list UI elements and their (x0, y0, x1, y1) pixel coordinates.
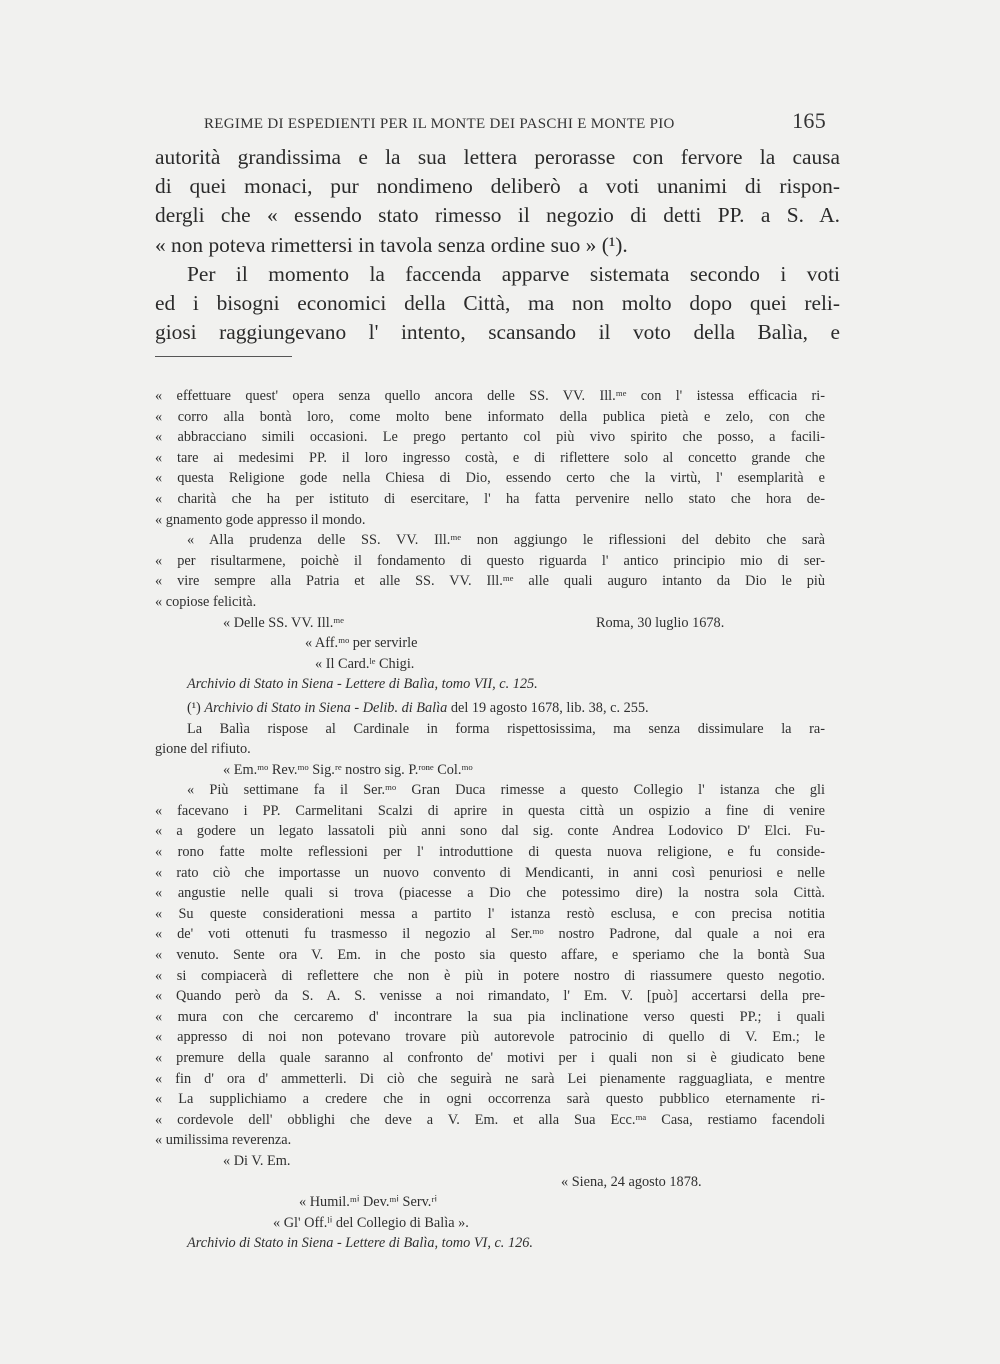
footnote-rule (155, 356, 292, 357)
body-line: dergli che « essendo stato rimesso il negozio di detti PP. a S. A. (155, 203, 840, 228)
letter-signoff (155, 1213, 825, 1234)
signoff-place-date: « Siena, 24 agosto 1878. (561, 1173, 702, 1190)
letter-signoff (155, 633, 825, 654)
letter-line: « gnamento gode appresso il mondo. (155, 511, 366, 528)
letter-line: « si compiacerà di reflettere che non è più in potere nostro di riassumere questo negotio. (155, 967, 825, 984)
signoff-closing: « Humil.ᵐⁱ Dev.ᵐⁱ Serv.ʳⁱ (299, 1194, 438, 1211)
body-line: « non poteva rimettersi in tavola senza ordine suo » (¹). (155, 232, 628, 257)
letter-signoff (155, 654, 825, 675)
letter-line: « a godere un legato lassatoli più anni sono dal sig. conte Andrea Lodovico D' Elci. Fu- (155, 823, 825, 840)
body-line: Per il momento la faccenda apparve sistemata secondo i voti (187, 261, 840, 286)
source-citation-text: Archivio di Stato in Siena - Lettere di Balìa, tomo VII, c. 125. (187, 676, 538, 693)
footnote-mark: (¹) (187, 699, 201, 716)
letter-line: « tare ai medesimi PP. il loro ingresso costà, e di riflettere solo al concetto grande che (155, 449, 825, 466)
body-line: di quei monaci, pur nondimeno deliberò a voti unanimi di rispon- (155, 174, 840, 199)
body-line: autorità grandissima e la sua lettera perorasse con fervore la causa (155, 145, 840, 169)
main-text (155, 143, 840, 347)
letter-line: « fin d' ora d' ammetterli. Di ciò che seguirà ne sarà Lei pienamente ragguagliata, e mentre (155, 1070, 825, 1087)
page-number: 165 (792, 108, 826, 133)
letter-line: « de' voti ottenuti fu trasmesso il negozio al Ser.ᵐᵒ nostro Padrone, dal quale a noi era (155, 926, 825, 943)
letter-signoff (155, 1151, 825, 1172)
reply-salutation-text: « Em.ᵐᵒ Rev.ᵐᵒ Sig.ʳᵉ nostro sig. P.ʳᵒⁿᵉ Col.ᵐᵒ (223, 761, 473, 778)
letter-line: « corro alla bontà loro, come molto bene informato della publica pietà e zelo, con che (155, 408, 825, 425)
signoff-closing: « Aff.ᵐᵒ per servirle (305, 635, 418, 652)
letter-signoff (155, 1172, 825, 1193)
letter-line: « Quando però da S. A. S. venisse a noi rimandato, l' Em. V. [può] accertarsi della pre- (155, 988, 825, 1005)
body-line: ed i bisogni economici della Città, ma non molto dopo quei reli- (155, 290, 840, 315)
signoff-signature: « Il Card.ˡᵉ Chigi. (315, 655, 415, 672)
signoff-greeting: « Delle SS. VV. Ill.ᵐᵉ (223, 614, 344, 631)
letter-line: « rono fatte molte reflessioni per l' introduttione di questa nuova religione, e fu conside- (155, 844, 825, 861)
reply-intro-line: La Balìa rispose al Cardinale in forma rispettosissima, ma senza dissimulare la ra- (187, 720, 825, 737)
letter-signoff (155, 613, 825, 634)
letter-line: « charità che ha per istituto di esercitare, l' ha fatta pervenire nello stato che hora de- (155, 490, 825, 507)
letter-line: « La supplichiamo a credere che in ogni occorrenza sarà questo pubblico eternamente ri- (155, 1091, 825, 1108)
signoff-place-date: Roma, 30 luglio 1678. (596, 614, 725, 631)
footnote-block (155, 386, 825, 1254)
signoff-greeting: « Di V. Em. (223, 1152, 291, 1169)
running-title: REGIME DI ESPEDIENTI PER IL MONTE DEI PASCHI E MONTE PIO (204, 116, 675, 132)
letter-line: « venuto. Sente ora V. Em. in che posto sia questo affare, e speriamo che la bontà Sua (155, 947, 825, 964)
letter-line: « copiose felicità. (155, 593, 257, 610)
source-citation (155, 674, 825, 695)
body-line: giosi raggiungevano l' intento, scansando il voto della Balìa, e (155, 320, 840, 345)
letter-line: « mura con che cercaremo d' incontrare la sua pia inclinatione verso questi PP.; i quali (155, 1008, 825, 1025)
letter-line: « cordevole dell' obblighi che deve a V. Em. et alla Sua Ecc.ᵐᵃ Casa, restiamo facendoli (155, 1111, 825, 1128)
letter-line: « appresso di noi non potevano trovare più autorevole patrocinio di quello di V. Em.; le (155, 1029, 825, 1046)
letter-line: « Alla prudenza delle SS. VV. Ill.ᵐᵉ non aggiungo le riflessioni del debito che sarà (187, 532, 825, 549)
reply-intro-line: gione del rifiuto. (155, 741, 251, 758)
letter-line: « per risultarmene, poichè il fondamento di questo riguarda l' antico principio mio di ser- (155, 552, 825, 569)
footnote-source: Archivio di Stato in Siena - Delib. di Balìa (204, 699, 448, 716)
footnote-source-detail: del 19 agosto 1678, lib. 38, c. 255. (450, 699, 649, 716)
reply-salutation (155, 760, 825, 781)
letter-line: « questa Religione gode nella Chiesa di Dio, essendo certo che la virtù, l' esemplarità e (155, 470, 825, 487)
letter-line: « premure della quale saranno al confronto de' motivi per i quali non si è giudicato bene (155, 1050, 825, 1066)
letter-line: « umilissima reverenza. (155, 1132, 292, 1149)
letter-signoff (155, 1192, 825, 1213)
footnote-1 (155, 698, 825, 719)
letter-line: « Più settimane fa il Ser.ᵐᵒ Gran Duca rimesse a questo Collegio l' istanza che gli (187, 782, 825, 799)
letter-line: « abbracciano simili occasioni. Le prego pertanto col più vivo spirito che posso, a facili- (155, 429, 825, 446)
letter-line: « facevano i PP. Carmelitani Scalzi di aprire in questa città un ospizio a fine di venire (155, 802, 825, 819)
source-citation (155, 1233, 825, 1254)
letter-line: « rato ciò che importasse un nuovo convento di Mendicanti, in anni così penuriosi e nelle (155, 864, 825, 881)
letter-line: « vire sempre alla Patria et alle SS. VV. Ill.ᵐᵉ alle quali auguro intanto da Dio le più (155, 573, 825, 590)
signoff-signature: « Gl' Off.ˡⁱ del Collegio di Balìa ». (273, 1214, 469, 1231)
source-citation-text: Archivio di Stato in Siena - Lettere di Balìa, tomo VI, c. 126. (187, 1235, 533, 1252)
letter-line: « Su queste considerationi messa a partito l' istanza restò esclusa, e con precisa notitia (155, 905, 825, 922)
letter-line: « angustie nelle quali si trova (piacesse a Dio che potessimo dire) la nostra sola Città. (155, 885, 825, 902)
letter-line: « effettuare quest' opera senza quello ancora delle SS. VV. Ill.ᵐᵉ con l' istessa efficacia ri- (155, 388, 825, 404)
